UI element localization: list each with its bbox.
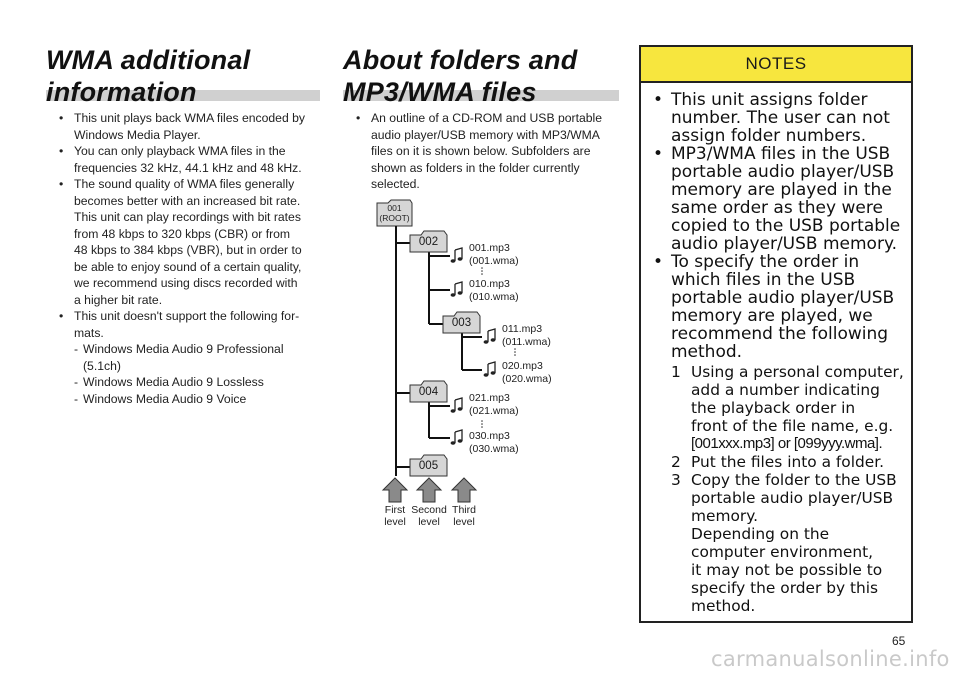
step-line: method. — [691, 597, 756, 615]
list-line: audio player/USB memory with MP3/WMA — [371, 127, 600, 142]
format-item: - Windows Media Audio 9 Voice — [74, 391, 247, 406]
music-note-icon — [484, 329, 496, 344]
step-line: it may not be possible to — [691, 561, 883, 579]
page-number: 65 — [892, 634, 906, 648]
step-line: front of the file name, e.g. — [691, 417, 894, 435]
step-line: add a number indicating — [691, 381, 880, 399]
note-line: method. — [671, 342, 743, 362]
step-number: 3 — [671, 471, 681, 489]
music-note-icon — [451, 248, 463, 263]
note-line: portable audio player/USB — [671, 162, 895, 182]
level-label-second: Second level — [411, 504, 447, 528]
file-label-011: 011.mp3 (011.wma) — [502, 323, 551, 348]
list-item: • You can only playback WMA files in the frequencies 32 kHz, 44.1 kHz and 48 kHz. — [46, 143, 332, 176]
list-line: becomes better with an increased bit rate. — [74, 193, 301, 208]
list-line: frequencies 32 kHz, 44.1 kHz and 48 kHz. — [74, 160, 302, 175]
step-item — [671, 471, 905, 615]
middle-title-line2: MP3/WMA files — [343, 77, 537, 107]
format-line: Windows Media Audio 9 Professional — [83, 342, 284, 356]
format-line: Windows Media Audio 9 Voice — [83, 391, 247, 406]
step-item — [671, 453, 905, 471]
list-line: This unit doesn't support the following for- — [74, 309, 300, 323]
step-line: memory. — [691, 507, 759, 525]
level-label-first: First level — [384, 504, 406, 528]
note-line: copied to the USB portable — [671, 216, 901, 236]
step-line: computer environment, — [691, 543, 874, 561]
notes-box — [639, 45, 913, 623]
list-line: mats. — [74, 325, 104, 340]
folder-005-label: 005 — [418, 460, 439, 472]
note-line: audio player/USB memory. — [671, 234, 897, 254]
music-note-icon — [451, 282, 463, 297]
level-label-third: Third level — [452, 504, 476, 528]
music-note-icon — [484, 362, 496, 377]
music-note-icon — [451, 398, 463, 413]
folder-003-label: 003 — [451, 317, 472, 329]
note-line: MP3/WMA files in the USB — [671, 144, 891, 164]
note-line: same order as they were — [671, 198, 883, 218]
folder-002-label: 002 — [418, 236, 439, 248]
list-line: The sound quality of WMA files generally — [74, 177, 295, 191]
note-line: memory are played in the — [671, 180, 892, 200]
folder-004-label: 004 — [418, 386, 439, 398]
notes-list — [641, 83, 911, 615]
music-note-icon — [451, 430, 463, 445]
step-line: Put the files into a folder. — [691, 453, 885, 471]
up-arrow-icon — [452, 478, 476, 502]
note-line: memory are played, we — [671, 306, 873, 326]
list-line: files on it is shown below. Subfolders are — [371, 144, 591, 158]
note-line: assign folder numbers. — [671, 126, 867, 146]
list-line: a higher bit rate. — [74, 292, 163, 307]
step-line: [001xxx.mp3] or [099yyy.wma]. — [691, 435, 883, 452]
left-title-line2: information — [46, 77, 197, 107]
note-item: • To specify the order in which files in the USB portable audio player/USB memory are played, we recommend the following method. 1 Using a personal computer, add a number indicating the playback order in front of the file name, e.g. [001xxx.mp3] or [099yyy.wma]. 2 Put the files into a folder. 3 Copy the folder to the USB portable audio player/USB memory. Depending on the computer environment, it may not be possible to specify the order by this method. — [653, 252, 904, 615]
list-item: • An outline of a CD-ROM and USB portable audio player/USB memory with MP3/WMA files on it is shown below. Subfolders are shown as folders in the folder currently selected. — [343, 110, 633, 193]
notes-header: NOTES — [641, 47, 911, 83]
step-item — [671, 363, 905, 453]
list-line: be able to enjoy sound of a certain quality, — [74, 259, 302, 274]
list-line: we recommend using discs recorded with — [74, 276, 298, 290]
note-line: This unit assigns folder — [671, 90, 868, 110]
list-line: selected. — [371, 177, 420, 191]
note-line: which files in the USB — [671, 270, 856, 290]
up-arrow-icon — [383, 478, 407, 502]
list-item: • This unit plays back WMA files encoded by Windows Media Player. — [46, 110, 332, 143]
file-label-020: 020.mp3 (020.wma) — [502, 360, 552, 385]
format-item: - Windows Media Audio 9 Lossless — [74, 375, 264, 389]
step-line: Depending on the — [691, 525, 830, 543]
left-title-line1: WMA additional — [46, 45, 251, 75]
step-line: the playback order in — [691, 399, 856, 417]
list-line: This unit plays back WMA files encoded by — [74, 111, 305, 125]
file-label-021: 021.mp3 (021.wma) — [469, 392, 519, 417]
step-line: Using a personal computer, — [691, 363, 904, 381]
file-label-001: 001.mp3 (001.wma) — [469, 242, 519, 267]
file-label-010: 010.mp3 (010.wma) — [469, 278, 519, 303]
note-line: To specify the order in — [671, 252, 860, 272]
format-line: (5.1ch) — [83, 358, 121, 373]
list-line: 48 kbps to 384 kbps (VBR), but in order to — [74, 243, 302, 257]
steps-list — [671, 363, 905, 615]
step-number: 1 — [671, 363, 681, 381]
file-label-030: 030.mp3 (030.wma) — [469, 430, 519, 455]
note-line: portable audio player/USB — [671, 288, 895, 308]
list-line: shown as folders in the folder currently — [371, 160, 580, 175]
list-line: This unit can play recordings with bit rates — [74, 210, 301, 224]
format-line: Windows Media Audio 9 Lossless — [83, 375, 264, 389]
list-item: • The sound quality of WMA files generally becomes better with an increased bit rate. This unit can play recordings with bit rates from 48 kbps to 320 kbps (CBR) or from 48 kbps to 384 kbps (VBR), but in order to be able to enjoy sound of a certain quality, we recommend using discs recorded with a higher bit rate. — [46, 176, 332, 308]
note-item: • MP3/WMA files in the USB portable audio player/USB memory are played in the same order as they were copied to the USB portable audio player/USB memory. — [641, 145, 911, 253]
list-line: from 48 kbps to 320 kbps (CBR) or from — [74, 226, 291, 241]
root-folder-label: 001 (ROOT) — [379, 203, 410, 223]
step-number: 2 — [671, 453, 681, 471]
step-line: portable audio player/USB — [691, 489, 894, 507]
note-item: • This unit assigns folder number. The user can not assign folder numbers. — [641, 91, 911, 145]
step-line: Copy the folder to the USB — [691, 471, 897, 489]
list-item: • This unit doesn't support the following for- mats. — [46, 308, 332, 341]
list-line: An outline of a CD-ROM and USB portable — [371, 111, 602, 125]
watermark: carmanualsonline.info — [711, 647, 950, 671]
list-line: Windows Media Player. — [74, 127, 201, 142]
list-line: You can only playback WMA files in the — [74, 144, 286, 158]
middle-title-line1: About folders and — [343, 45, 578, 75]
format-item: - Windows Media Audio 9 Professional (5.1ch) — [74, 341, 332, 374]
up-arrow-icon — [417, 478, 441, 502]
step-line: specify the order by this — [691, 579, 879, 597]
note-line: recommend the following — [671, 324, 889, 344]
note-line: number. The user can not — [671, 108, 890, 128]
